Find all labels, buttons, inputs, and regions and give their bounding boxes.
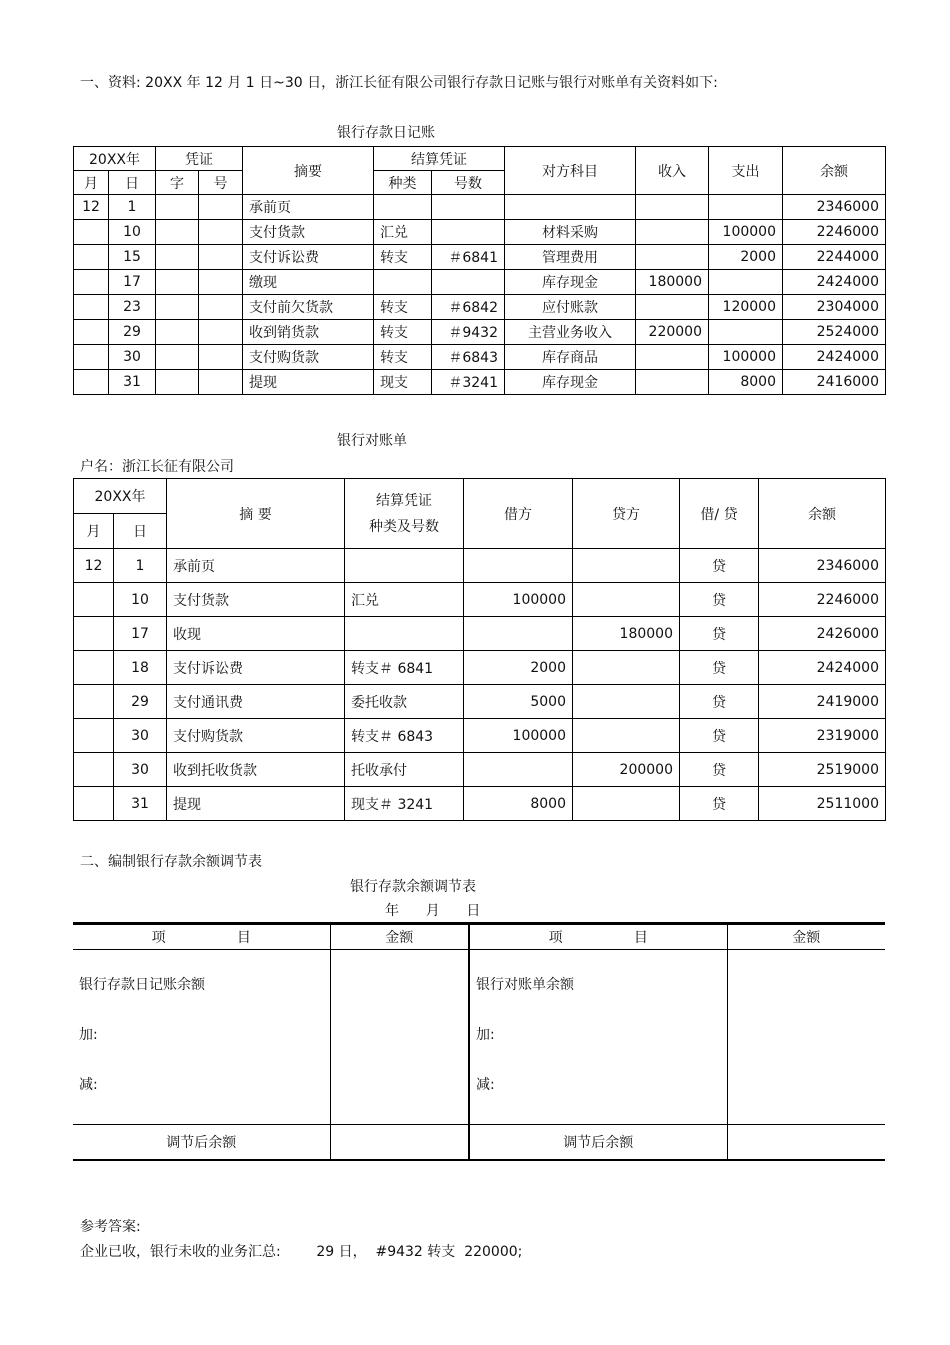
- journal-cell-word: [156, 295, 199, 320]
- statement-cell-debit: [464, 617, 573, 651]
- journal-cell-num: [432, 220, 505, 245]
- statement-cell-balance: 2246000: [759, 583, 886, 617]
- journal-cell-day: 30: [109, 345, 156, 370]
- journal-cell-word: [156, 370, 199, 395]
- bank-statement-table: [73, 478, 886, 821]
- statement-cell-summary: 支付诉讼费: [167, 651, 345, 685]
- recon-right-amount-cell[interactable]: [727, 950, 885, 1125]
- journal-cell-kind: 转支: [374, 345, 432, 370]
- journal-cell-balance: 2304000: [783, 295, 886, 320]
- statement-cell-month: [74, 753, 114, 787]
- statement-cell-month: 12: [74, 549, 114, 583]
- header-summary: 摘要: [243, 147, 374, 195]
- st-header-day: 日: [114, 514, 167, 549]
- statement-cell-day: 30: [114, 753, 167, 787]
- journal-cell-summary: 支付前欠货款: [243, 295, 374, 320]
- statement-cell-day: 10: [114, 583, 167, 617]
- journal-cell-account: 库存现金: [505, 270, 636, 295]
- statement-cell-month: [74, 651, 114, 685]
- st-header-debit: 借方: [464, 479, 573, 549]
- journal-cell-balance: 2246000: [783, 220, 886, 245]
- journal-cell-word: [156, 195, 199, 220]
- journal-cell-income: [636, 295, 709, 320]
- recon-left-balance-label: 银行存款日记账余额: [79, 977, 205, 993]
- statement-cell-month: [74, 787, 114, 821]
- statement-cell-settlement: 汇兑: [345, 583, 464, 617]
- journal-cell-balance: 2424000: [783, 270, 886, 295]
- journal-cell-day: 15: [109, 245, 156, 270]
- statement-row: [74, 719, 886, 753]
- journal-cell-month: [74, 270, 109, 295]
- journal-cell-day: 31: [109, 370, 156, 395]
- journal-cell-summary: 缴现: [243, 270, 374, 295]
- statement-cell-credit: [573, 549, 680, 583]
- recon-left-adjusted-label: 调节后余额: [73, 1125, 330, 1161]
- journal-cell-day: 1: [109, 195, 156, 220]
- journal-cell-balance: 2424000: [783, 345, 886, 370]
- journal-cell-word: [156, 320, 199, 345]
- journal-title: 银行存款日记账: [337, 125, 435, 141]
- journal-cell-account: [505, 195, 636, 220]
- statement-cell-debit: [464, 753, 573, 787]
- header-year: 20XX年: [74, 147, 156, 171]
- journal-cell-num: [432, 195, 505, 220]
- statement-title: 银行对账单: [337, 433, 407, 449]
- st-header-balance: 余额: [759, 479, 886, 549]
- journal-cell-summary: 承前页: [243, 195, 374, 220]
- journal-cell-kind: 现支: [374, 370, 432, 395]
- st-header-credit: 贷方: [573, 479, 680, 549]
- journal-cell-day: 17: [109, 270, 156, 295]
- journal-cell-num: ＃6842: [432, 295, 505, 320]
- recon-right-adjusted-label: 调节后余额: [469, 1125, 727, 1161]
- recon-right-subtract-label: 减:: [476, 1077, 495, 1093]
- statement-cell-dc: 贷: [680, 651, 759, 685]
- journal-cell-account: 库存商品: [505, 345, 636, 370]
- journal-cell-income: 180000: [636, 270, 709, 295]
- journal-cell-account: 管理费用: [505, 245, 636, 270]
- recon-left-amount-cell[interactable]: [330, 950, 469, 1125]
- statement-cell-credit: [573, 787, 680, 821]
- statement-cell-day: 18: [114, 651, 167, 685]
- statement-cell-balance: 2424000: [759, 651, 886, 685]
- header-balance: 余额: [783, 147, 886, 195]
- statement-cell-balance: 2346000: [759, 549, 886, 583]
- journal-cell-num: ＃6841: [432, 245, 505, 270]
- journal-cell-month: [74, 320, 109, 345]
- journal-cell-account: 库存现金: [505, 370, 636, 395]
- journal-cell-num: ＃3241: [432, 370, 505, 395]
- statement-cell-balance: 2519000: [759, 753, 886, 787]
- statement-cell-settlement: 委托收款: [345, 685, 464, 719]
- journal-cell-expense: 100000: [709, 220, 783, 245]
- journal-cell-number: [199, 370, 243, 395]
- answer-label: 参考答案:: [80, 1219, 141, 1235]
- statement-cell-debit: 2000: [464, 651, 573, 685]
- st-header-month: 月: [74, 514, 114, 549]
- statement-cell-debit: 5000: [464, 685, 573, 719]
- statement-cell-dc: 贷: [680, 549, 759, 583]
- statement-cell-month: [74, 719, 114, 753]
- statement-cell-day: 30: [114, 719, 167, 753]
- journal-cell-month: [74, 370, 109, 395]
- st-header-settlement: [345, 479, 464, 549]
- statement-cell-month: [74, 583, 114, 617]
- statement-cell-settlement: 托收承付: [345, 753, 464, 787]
- journal-cell-number: [199, 320, 243, 345]
- statement-cell-month: [74, 685, 114, 719]
- journal-cell-kind: 转支: [374, 295, 432, 320]
- journal-cell-income: [636, 345, 709, 370]
- statement-cell-settlement: [345, 549, 464, 583]
- recon-left-adjusted-amount[interactable]: [330, 1125, 469, 1161]
- recon-left-item-header: 项 目: [73, 924, 330, 950]
- header-settlement: 结算凭证: [374, 147, 505, 171]
- statement-cell-dc: 贷: [680, 685, 759, 719]
- st-header-year: 20XX年: [74, 479, 167, 514]
- statement-cell-debit: 100000: [464, 583, 573, 617]
- journal-cell-expense: 120000: [709, 295, 783, 320]
- statement-cell-settlement: 转支＃ 6843: [345, 719, 464, 753]
- statement-cell-dc: 贷: [680, 719, 759, 753]
- journal-cell-number: [199, 220, 243, 245]
- statement-row: [74, 651, 886, 685]
- journal-cell-income: [636, 370, 709, 395]
- statement-cell-summary: 收到托收货款: [167, 753, 345, 787]
- journal-row: [74, 195, 886, 220]
- journal-cell-account: 材料采购: [505, 220, 636, 245]
- st-header-settlement-line1: 结算凭证: [376, 492, 432, 509]
- journal-cell-number: [199, 345, 243, 370]
- header-kind: 种类: [374, 171, 432, 195]
- statement-cell-day: 1: [114, 549, 167, 583]
- header-month: 月: [74, 171, 109, 195]
- journal-cell-word: [156, 270, 199, 295]
- journal-cell-income: [636, 220, 709, 245]
- journal-cell-expense: [709, 270, 783, 295]
- statement-cell-summary: 支付通讯费: [167, 685, 345, 719]
- recon-left-items: [73, 950, 330, 1125]
- journal-cell-kind: 汇兑: [374, 220, 432, 245]
- statement-cell-balance: 2511000: [759, 787, 886, 821]
- recon-right-adjusted-amount[interactable]: [727, 1125, 885, 1161]
- statement-account-name: 户名：浙江长征有限公司: [80, 459, 234, 475]
- header-num: 号数: [432, 171, 505, 195]
- journal-cell-balance: 2416000: [783, 370, 886, 395]
- statement-cell-summary: 收现: [167, 617, 345, 651]
- answer-line1: 企业已收，银行未收的业务汇总: 29 日， #9432 转支 220000;: [80, 1244, 523, 1260]
- journal-cell-balance: 2524000: [783, 320, 886, 345]
- journal-cell-word: [156, 345, 199, 370]
- statement-cell-dc: 贷: [680, 617, 759, 651]
- statement-row: [74, 583, 886, 617]
- statement-row: [74, 753, 886, 787]
- statement-cell-credit: 180000: [573, 617, 680, 651]
- journal-row: [74, 220, 886, 245]
- journal-row: [74, 295, 886, 320]
- journal-cell-expense: 2000: [709, 245, 783, 270]
- statement-cell-settlement: [345, 617, 464, 651]
- statement-cell-settlement: 现支＃ 3241: [345, 787, 464, 821]
- journal-cell-day: 29: [109, 320, 156, 345]
- section2-heading: 二、编制银行存款余额调节表: [80, 854, 262, 870]
- journal-cell-balance: 2346000: [783, 195, 886, 220]
- statement-row: [74, 685, 886, 719]
- statement-row: [74, 787, 886, 821]
- statement-cell-dc: 贷: [680, 753, 759, 787]
- statement-cell-dc: 贷: [680, 787, 759, 821]
- statement-cell-debit: [464, 549, 573, 583]
- journal-cell-balance: 2244000: [783, 245, 886, 270]
- journal-cell-kind: 转支: [374, 320, 432, 345]
- statement-cell-balance: 2419000: [759, 685, 886, 719]
- statement-cell-credit: [573, 685, 680, 719]
- statement-cell-balance: 2426000: [759, 617, 886, 651]
- journal-cell-month: [74, 245, 109, 270]
- journal-cell-number: [199, 195, 243, 220]
- statement-cell-summary: 承前页: [167, 549, 345, 583]
- journal-cell-day: 23: [109, 295, 156, 320]
- journal-cell-kind: 转支: [374, 245, 432, 270]
- journal-cell-income: 220000: [636, 320, 709, 345]
- recon-title: 银行存款余额调节表: [350, 879, 476, 895]
- header-day: 日: [109, 171, 156, 195]
- header-word: 字: [156, 171, 199, 195]
- statement-cell-balance: 2319000: [759, 719, 886, 753]
- statement-cell-day: 31: [114, 787, 167, 821]
- journal-cell-account: 主营业务收入: [505, 320, 636, 345]
- recon-right-amount-header: 金额: [727, 924, 885, 950]
- statement-cell-debit: 100000: [464, 719, 573, 753]
- journal-cell-number: [199, 295, 243, 320]
- intro-text: 一、资料: 20XX 年 12 月 1 日~30 日，浙江长征有限公司银行存款日记账与银行对账单有关资料如下:: [80, 75, 718, 91]
- journal-cell-month: 12: [74, 195, 109, 220]
- statement-row: [74, 549, 886, 583]
- st-header-settlement-line2: 种类及号数: [369, 518, 439, 535]
- journal-cell-month: [74, 295, 109, 320]
- statement-cell-summary: 支付货款: [167, 583, 345, 617]
- journal-cell-kind: [374, 195, 432, 220]
- bank-journal-table: [73, 146, 886, 395]
- journal-cell-month: [74, 220, 109, 245]
- st-header-dc: 借/ 贷: [680, 479, 759, 549]
- statement-cell-day: 17: [114, 617, 167, 651]
- recon-right-add-label: 加:: [476, 1027, 495, 1043]
- journal-cell-word: [156, 245, 199, 270]
- statement-cell-credit: 200000: [573, 753, 680, 787]
- journal-cell-expense: 8000: [709, 370, 783, 395]
- recon-right-item-header: 项 目: [469, 924, 727, 950]
- journal-cell-day: 10: [109, 220, 156, 245]
- statement-cell-credit: [573, 719, 680, 753]
- statement-cell-debit: 8000: [464, 787, 573, 821]
- statement-row: [74, 617, 886, 651]
- journal-cell-expense: [709, 195, 783, 220]
- journal-cell-summary: 收到销货款: [243, 320, 374, 345]
- journal-cell-num: [432, 270, 505, 295]
- journal-row: [74, 245, 886, 270]
- recon-left-amount-header: 金额: [330, 924, 469, 950]
- statement-cell-settlement: 转支＃ 6841: [345, 651, 464, 685]
- journal-cell-income: [636, 245, 709, 270]
- recon-date: 年 月 日: [385, 903, 481, 919]
- journal-cell-number: [199, 270, 243, 295]
- journal-cell-number: [199, 245, 243, 270]
- journal-cell-expense: [709, 320, 783, 345]
- statement-cell-credit: [573, 651, 680, 685]
- journal-row: [74, 370, 886, 395]
- statement-cell-month: [74, 617, 114, 651]
- st-header-summary: 摘 要: [167, 479, 345, 549]
- journal-cell-num: ＃6843: [432, 345, 505, 370]
- journal-cell-word: [156, 220, 199, 245]
- header-income: 收入: [636, 147, 709, 195]
- journal-cell-income: [636, 195, 709, 220]
- recon-left-subtract-label: 减:: [79, 1077, 98, 1093]
- journal-row: [74, 345, 886, 370]
- recon-right-items: [469, 950, 727, 1125]
- statement-cell-credit: [573, 583, 680, 617]
- statement-cell-day: 29: [114, 685, 167, 719]
- header-number: 号: [199, 171, 243, 195]
- statement-cell-summary: 支付购货款: [167, 719, 345, 753]
- journal-cell-expense: 100000: [709, 345, 783, 370]
- journal-cell-summary: 提现: [243, 370, 374, 395]
- journal-cell-account: 应付账款: [505, 295, 636, 320]
- reconciliation-table: [73, 922, 885, 1161]
- journal-cell-num: ＃9432: [432, 320, 505, 345]
- header-voucher: 凭证: [156, 147, 243, 171]
- recon-left-add-label: 加:: [79, 1027, 98, 1043]
- journal-row: [74, 320, 886, 345]
- recon-right-balance-label: 银行对账单余额: [476, 977, 574, 993]
- journal-cell-summary: 支付诉讼费: [243, 245, 374, 270]
- journal-cell-summary: 支付购货款: [243, 345, 374, 370]
- statement-cell-dc: 贷: [680, 583, 759, 617]
- header-counter-account: 对方科目: [505, 147, 636, 195]
- journal-cell-month: [74, 345, 109, 370]
- journal-cell-summary: 支付货款: [243, 220, 374, 245]
- journal-cell-kind: [374, 270, 432, 295]
- header-expense: 支出: [709, 147, 783, 195]
- journal-row: [74, 270, 886, 295]
- statement-cell-summary: 提现: [167, 787, 345, 821]
